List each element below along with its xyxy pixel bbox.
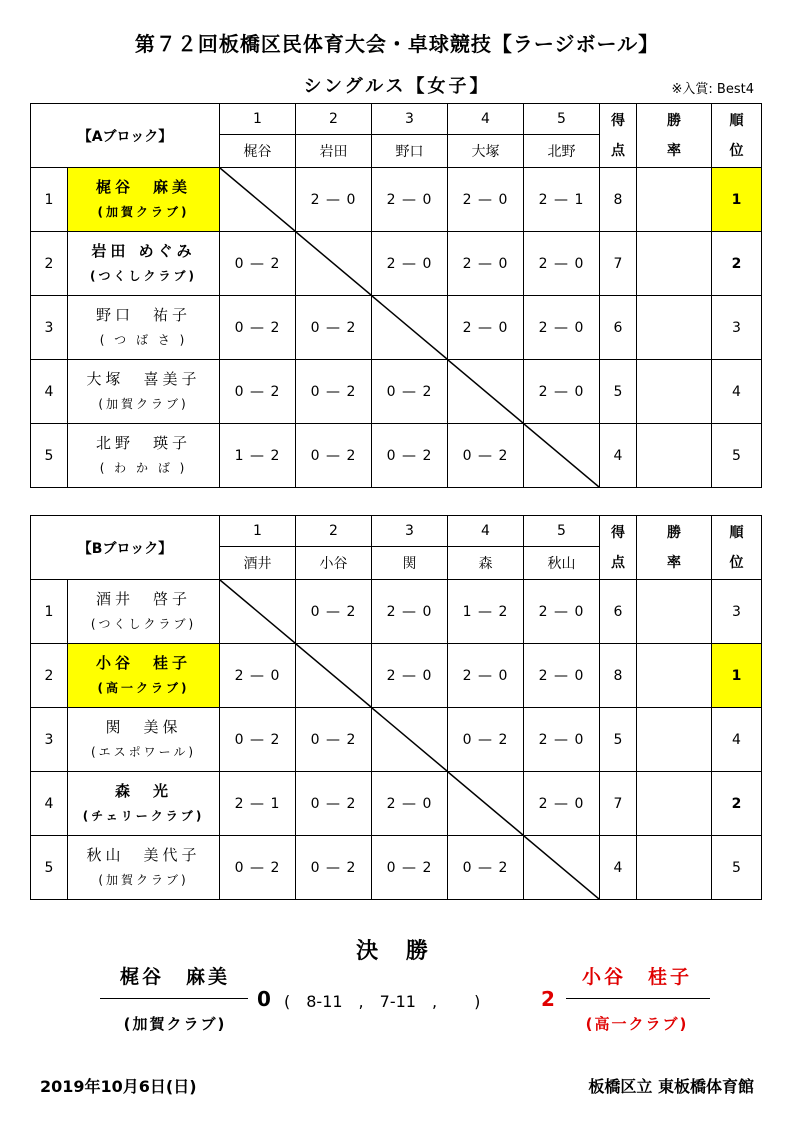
column-player-name: 森 (448, 547, 524, 580)
final-right-name: 小谷 桂子 (581, 966, 692, 988)
table-row (31, 296, 762, 360)
points-value: 5 (600, 708, 637, 772)
player-name: 小谷 桂子 (95, 653, 191, 672)
points-value: 6 (600, 296, 637, 360)
player-cell (68, 708, 220, 772)
self-match-cell (448, 772, 524, 836)
match-score: 0 — 2 (296, 708, 372, 772)
column-number: 3 (372, 516, 448, 547)
win-rate-value (637, 296, 712, 360)
final-right-club: (高一クラブ) (585, 1015, 689, 1033)
match-score: 2 — 0 (296, 168, 372, 232)
match-score: 2 — 0 (448, 644, 524, 708)
match-date: 2019年10月6日(日) (40, 1077, 197, 1096)
table-row (31, 424, 762, 488)
rank-value: 4 (712, 708, 762, 772)
row-number: 5 (31, 836, 68, 900)
rank-value: 5 (712, 424, 762, 488)
rank-value: 1 (712, 168, 762, 232)
block-label: 【Aブロック】 (31, 104, 220, 168)
self-match-cell (220, 168, 296, 232)
player-name: 北野 瑛子 (95, 433, 191, 452)
match-score: 2 — 0 (448, 168, 524, 232)
match-score: 2 — 0 (524, 360, 600, 424)
win-rate-value (637, 772, 712, 836)
match-score: 0 — 2 (296, 836, 372, 900)
row-number: 4 (31, 360, 68, 424)
rank-value: 5 (712, 836, 762, 900)
match-score: 2 — 0 (372, 644, 448, 708)
points-value: 8 (600, 644, 637, 708)
final-right-line (566, 998, 710, 999)
column-player-name: 酒井 (220, 547, 296, 580)
column-number: 2 (296, 516, 372, 547)
row-number: 3 (31, 296, 68, 360)
final-left-club: (加賀クラブ) (123, 1015, 227, 1033)
player-club: (チェリークラブ) (82, 808, 205, 823)
self-match-cell (372, 296, 448, 360)
player-cell (68, 644, 220, 708)
player-cell (68, 772, 220, 836)
player-cell (68, 296, 220, 360)
match-score: 0 — 2 (220, 296, 296, 360)
match-score: 0 — 2 (296, 296, 372, 360)
win-rate-value (637, 360, 712, 424)
self-match-cell (524, 424, 600, 488)
match-score: 0 — 2 (448, 424, 524, 488)
match-score: 0 — 2 (296, 772, 372, 836)
match-score: 0 — 2 (448, 708, 524, 772)
win-rate-header: 勝 率 (637, 104, 712, 168)
win-rate-value (637, 168, 712, 232)
table-row (31, 580, 762, 644)
column-number: 1 (220, 516, 296, 547)
match-score: 2 — 0 (524, 772, 600, 836)
prize-note: ※入賞: Best4 (671, 82, 754, 97)
final-right-score: 2 (541, 987, 555, 1011)
player-name: 岩田 めぐみ (91, 241, 196, 260)
column-number: 1 (220, 104, 296, 135)
column-number: 2 (296, 104, 372, 135)
column-player-name: 梶谷 (220, 135, 296, 168)
match-score: 2 — 0 (448, 232, 524, 296)
player-club: (つくしクラブ) (90, 268, 197, 283)
venue: 板橋区立 東板橋体育館 (588, 1077, 754, 1096)
match-score: 0 — 2 (296, 360, 372, 424)
rank-header: 順 位 (712, 104, 762, 168)
self-match-cell (448, 360, 524, 424)
win-rate-value (637, 708, 712, 772)
player-cell (68, 360, 220, 424)
player-club: (エスポワール) (90, 744, 197, 759)
win-rate-value (637, 836, 712, 900)
match-score: 2 — 0 (524, 296, 600, 360)
player-name: 野口 祐子 (95, 305, 191, 324)
rank-value: 1 (712, 644, 762, 708)
win-rate-value (637, 644, 712, 708)
player-club: ( わ か ば ) (99, 460, 188, 475)
match-score: 2 — 0 (524, 580, 600, 644)
match-score: 2 — 0 (372, 580, 448, 644)
row-number: 5 (31, 424, 68, 488)
player-cell (68, 232, 220, 296)
row-number: 1 (31, 168, 68, 232)
rank-value: 3 (712, 580, 762, 644)
column-player-name: 関 (372, 547, 448, 580)
rank-header: 順 位 (712, 516, 762, 580)
league-table-b (30, 515, 762, 900)
table-row (31, 708, 762, 772)
match-score: 0 — 2 (448, 836, 524, 900)
player-club: (加賀クラブ) (98, 396, 189, 411)
table-row (31, 232, 762, 296)
match-score: 2 — 1 (524, 168, 600, 232)
self-match-cell (372, 708, 448, 772)
table-row (31, 772, 762, 836)
player-cell (68, 424, 220, 488)
rank-value: 4 (712, 360, 762, 424)
self-match-cell (524, 836, 600, 900)
player-name: 関 美保 (105, 717, 182, 736)
points-value: 7 (600, 772, 637, 836)
table-row (31, 836, 762, 900)
self-match-cell (220, 580, 296, 644)
match-score: 2 — 0 (220, 644, 296, 708)
match-score: 2 — 0 (372, 772, 448, 836)
rank-value: 2 (712, 772, 762, 836)
match-score: 0 — 2 (372, 424, 448, 488)
points-value: 6 (600, 580, 637, 644)
column-number: 3 (372, 104, 448, 135)
column-number: 4 (448, 104, 524, 135)
row-number: 2 (31, 644, 68, 708)
column-player-name: 岩田 (296, 135, 372, 168)
points-value: 5 (600, 360, 637, 424)
player-club: ( つ ば さ ) (99, 332, 188, 347)
match-score: 0 — 2 (220, 836, 296, 900)
match-score: 2 — 0 (524, 232, 600, 296)
row-number: 2 (31, 232, 68, 296)
match-score: 0 — 2 (220, 232, 296, 296)
column-player-name: 秋山 (524, 547, 600, 580)
win-rate-value (637, 424, 712, 488)
event-subtitle: シングルス【女子】 (303, 76, 491, 97)
player-club: (加賀クラブ) (97, 204, 190, 219)
match-score: 0 — 2 (296, 424, 372, 488)
match-score: 0 — 2 (296, 580, 372, 644)
win-rate-value (637, 232, 712, 296)
self-match-cell (296, 644, 372, 708)
row-number: 4 (31, 772, 68, 836)
final-title: 決 勝 (356, 939, 438, 964)
points-value: 7 (600, 232, 637, 296)
match-score: 2 — 0 (524, 644, 600, 708)
points-header: 得 点 (600, 516, 637, 580)
match-score: 1 — 2 (448, 580, 524, 644)
player-cell (68, 836, 220, 900)
player-cell (68, 168, 220, 232)
column-player-name: 野口 (372, 135, 448, 168)
player-name: 森 光 (114, 781, 172, 800)
row-number: 1 (31, 580, 68, 644)
rank-value: 3 (712, 296, 762, 360)
match-score: 2 — 1 (220, 772, 296, 836)
final-sets: ( 8-11 , 7-11 , ) (284, 992, 481, 1011)
player-name: 大塚 喜美子 (86, 369, 201, 388)
match-score: 2 — 0 (372, 232, 448, 296)
match-score: 0 — 2 (372, 360, 448, 424)
match-score: 2 — 0 (372, 168, 448, 232)
column-number: 4 (448, 516, 524, 547)
player-club: (加賀クラブ) (98, 872, 189, 887)
points-header: 得 点 (600, 104, 637, 168)
column-number: 5 (524, 104, 600, 135)
row-number: 3 (31, 708, 68, 772)
points-value: 4 (600, 424, 637, 488)
match-score: 0 — 2 (372, 836, 448, 900)
points-value: 4 (600, 836, 637, 900)
page-title: 第７２回板橋区民体育大会・卓球競技【ラージボール】 (134, 32, 660, 56)
final-left-line (100, 998, 248, 999)
player-club: (つくしクラブ) (90, 616, 197, 631)
player-club: (高一クラブ) (97, 680, 190, 695)
match-score: 2 — 0 (448, 296, 524, 360)
final-left-name: 梶谷 麻美 (119, 966, 230, 988)
match-score: 0 — 2 (220, 360, 296, 424)
table-row (31, 168, 762, 232)
table-row (31, 360, 762, 424)
self-match-cell (296, 232, 372, 296)
column-player-name: 小谷 (296, 547, 372, 580)
player-cell (68, 580, 220, 644)
final-left-score: 0 (257, 987, 271, 1011)
win-rate-header: 勝 率 (637, 516, 712, 580)
table-row (31, 644, 762, 708)
player-name: 梶谷 麻美 (95, 177, 191, 196)
match-score: 1 — 2 (220, 424, 296, 488)
match-score: 0 — 2 (220, 708, 296, 772)
points-value: 8 (600, 168, 637, 232)
block-label: 【Bブロック】 (31, 516, 220, 580)
rank-value: 2 (712, 232, 762, 296)
player-name: 酒井 啓子 (95, 589, 191, 608)
player-name: 秋山 美代子 (86, 845, 201, 864)
league-table-a (30, 103, 762, 488)
column-player-name: 大塚 (448, 135, 524, 168)
win-rate-value (637, 580, 712, 644)
column-number: 5 (524, 516, 600, 547)
column-player-name: 北野 (524, 135, 600, 168)
match-score: 2 — 0 (524, 708, 600, 772)
